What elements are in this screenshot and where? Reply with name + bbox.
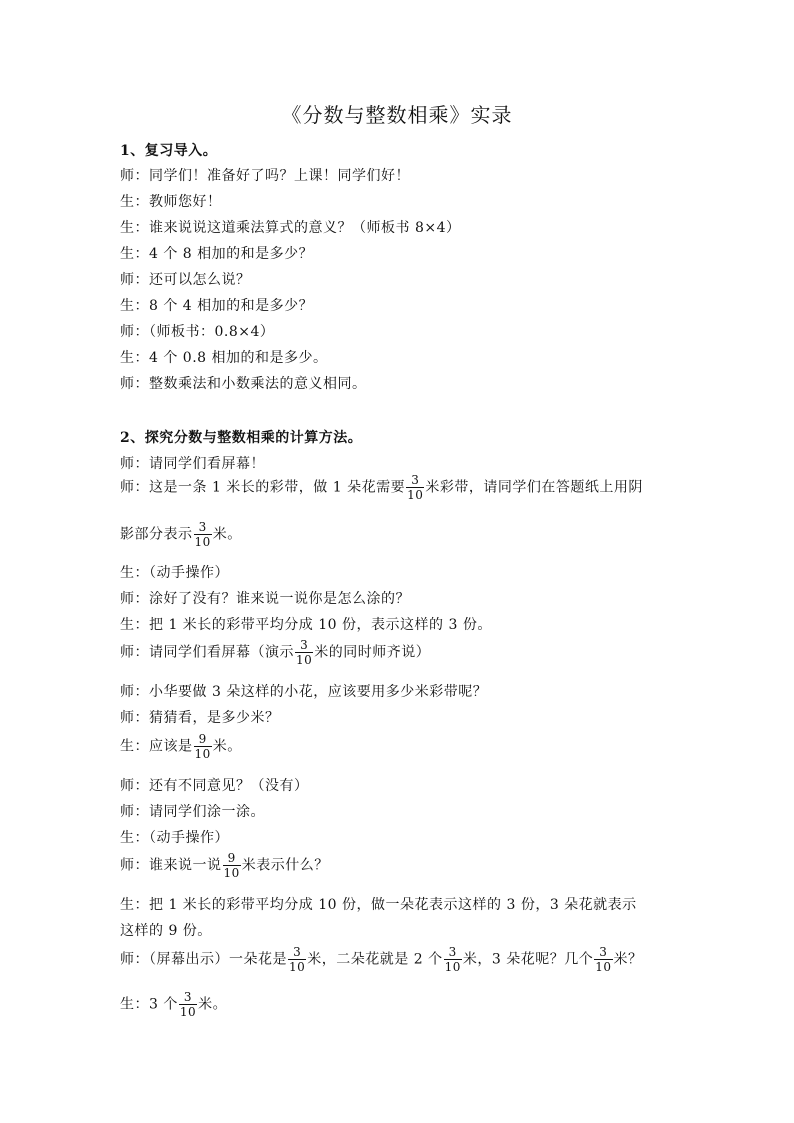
section-2-heading: 2、探究分数与整数相乘的计算方法。: [120, 430, 363, 446]
dialogue-line: 生：4 个 0.8 相加的和是多少。: [120, 350, 328, 366]
fraction-denominator: 10: [179, 1005, 197, 1019]
line-text: 米。: [212, 526, 242, 543]
dialogue-line-with-fraction: [120, 473, 680, 502]
fraction-numerator: 3: [183, 990, 193, 1004]
fraction: [223, 851, 241, 880]
line-text: 米表示什么？: [241, 857, 329, 874]
fraction: [288, 945, 306, 974]
fraction-denominator: 10: [407, 488, 424, 502]
line-text: 米彩带，请同学们在答题纸上用阴: [425, 479, 643, 496]
line-text: 师：这是一条 1 米长的彩带，做 1 朵花需要: [120, 479, 406, 496]
fraction: [594, 945, 612, 974]
fraction: [194, 520, 212, 549]
dialogue-line: 生：教师您好！: [120, 194, 222, 210]
line-text: 师：谁来说一说: [120, 857, 222, 874]
fraction-denominator: 10: [194, 535, 211, 549]
fraction-numerator: 3: [448, 945, 457, 959]
section-1-heading: 1、复习导入。: [120, 143, 218, 159]
fraction-denominator: 10: [444, 960, 461, 974]
fraction: [179, 990, 197, 1019]
dialogue-line: 师：小华要做 3 朵这样的小花，应该要用多少米彩带呢？: [120, 684, 488, 700]
fraction-numerator: 3: [599, 945, 608, 959]
line-text: 米。: [212, 738, 242, 755]
fraction-denominator: 10: [194, 747, 211, 761]
fraction: [194, 732, 212, 761]
fraction-numerator: 3: [300, 638, 309, 652]
line-text: 生：3 个: [120, 996, 178, 1013]
dialogue-line: 师：请同学们看屏幕！: [120, 456, 265, 472]
dialogue-line-with-fraction: [120, 990, 680, 1019]
line-text: 米的同时师齐说）: [314, 644, 431, 661]
fraction-numerator: 3: [293, 945, 302, 959]
line-text: 师：（屏幕出示）一朵花是: [120, 951, 287, 968]
dialogue-line: 师：整数乘法和小数乘法的意义相同。: [120, 376, 367, 392]
dialogue-line: 生：4 个 8 相加的和是多少？: [120, 246, 314, 262]
dialogue-line: 生：把 1 米长的彩带平均分成 10 份，表示这样的 3 份。: [120, 617, 492, 633]
fraction-numerator: 3: [198, 520, 207, 534]
fraction-numerator: 9: [198, 732, 207, 746]
dialogue-line: 师：猜猜看，是多少米？: [120, 710, 280, 726]
dialogue-line: 师：（师板书：0.8×4）: [120, 324, 275, 340]
dialogue-line: 师：还可以怎么说？: [120, 272, 251, 288]
line-text: 影部分表示: [120, 526, 193, 543]
fraction: [444, 945, 462, 974]
dialogue-line: 师：涂好了没有？谁来说一说你是怎么涂的？: [120, 591, 410, 607]
fraction-denominator: 10: [296, 653, 313, 667]
dialogue-line: 生：8 个 4 相加的和是多少？: [120, 298, 314, 314]
document-title: 《分数与整数相乘》实录: [281, 103, 513, 127]
dialogue-line: 生：（动手操作）: [120, 830, 229, 846]
dialogue-line: 这样的 9 份。: [120, 923, 212, 939]
dialogue-line-with-fraction: [120, 945, 680, 974]
dialogue-line-with-fraction: [120, 732, 680, 761]
line-text: 米。: [198, 996, 228, 1013]
line-text: 米，3 朵花呢？几个: [462, 951, 594, 968]
dialogue-line: 师：同学们！准备好了吗？上课！同学们好！: [120, 168, 410, 184]
dialogue-line: 师：还有不同意见？（没有）: [120, 778, 309, 794]
line-text: 生：应该是: [120, 738, 193, 755]
line-text: 师：请同学们看屏幕（演示: [120, 644, 294, 661]
dialogue-line: 师：请同学们涂一涂。: [120, 804, 265, 820]
fraction-denominator: 10: [223, 866, 240, 880]
dialogue-line-with-fraction: [120, 638, 680, 667]
fraction-denominator: 10: [289, 960, 306, 974]
fraction: [295, 638, 313, 667]
dialogue-line: 生：（动手操作）: [120, 565, 229, 581]
fraction: [406, 473, 424, 502]
dialogue-line-with-fraction: [120, 520, 680, 549]
line-text: 米，二朵花就是 2 个: [307, 951, 443, 968]
dialogue-line: 生：谁来说说这道乘法算式的意义？（师板书 8×4）: [120, 220, 461, 236]
dialogue-line-with-fraction: [120, 851, 680, 880]
fraction-denominator: 10: [595, 960, 612, 974]
fraction-numerator: 9: [227, 851, 236, 865]
fraction-numerator: 3: [411, 473, 420, 487]
dialogue-line: 生：把 1 米长的彩带平均分成 10 份，做一朵花表示这样的 3 份，3 朵花就表示: [120, 897, 637, 913]
line-text: 米？: [613, 951, 643, 968]
